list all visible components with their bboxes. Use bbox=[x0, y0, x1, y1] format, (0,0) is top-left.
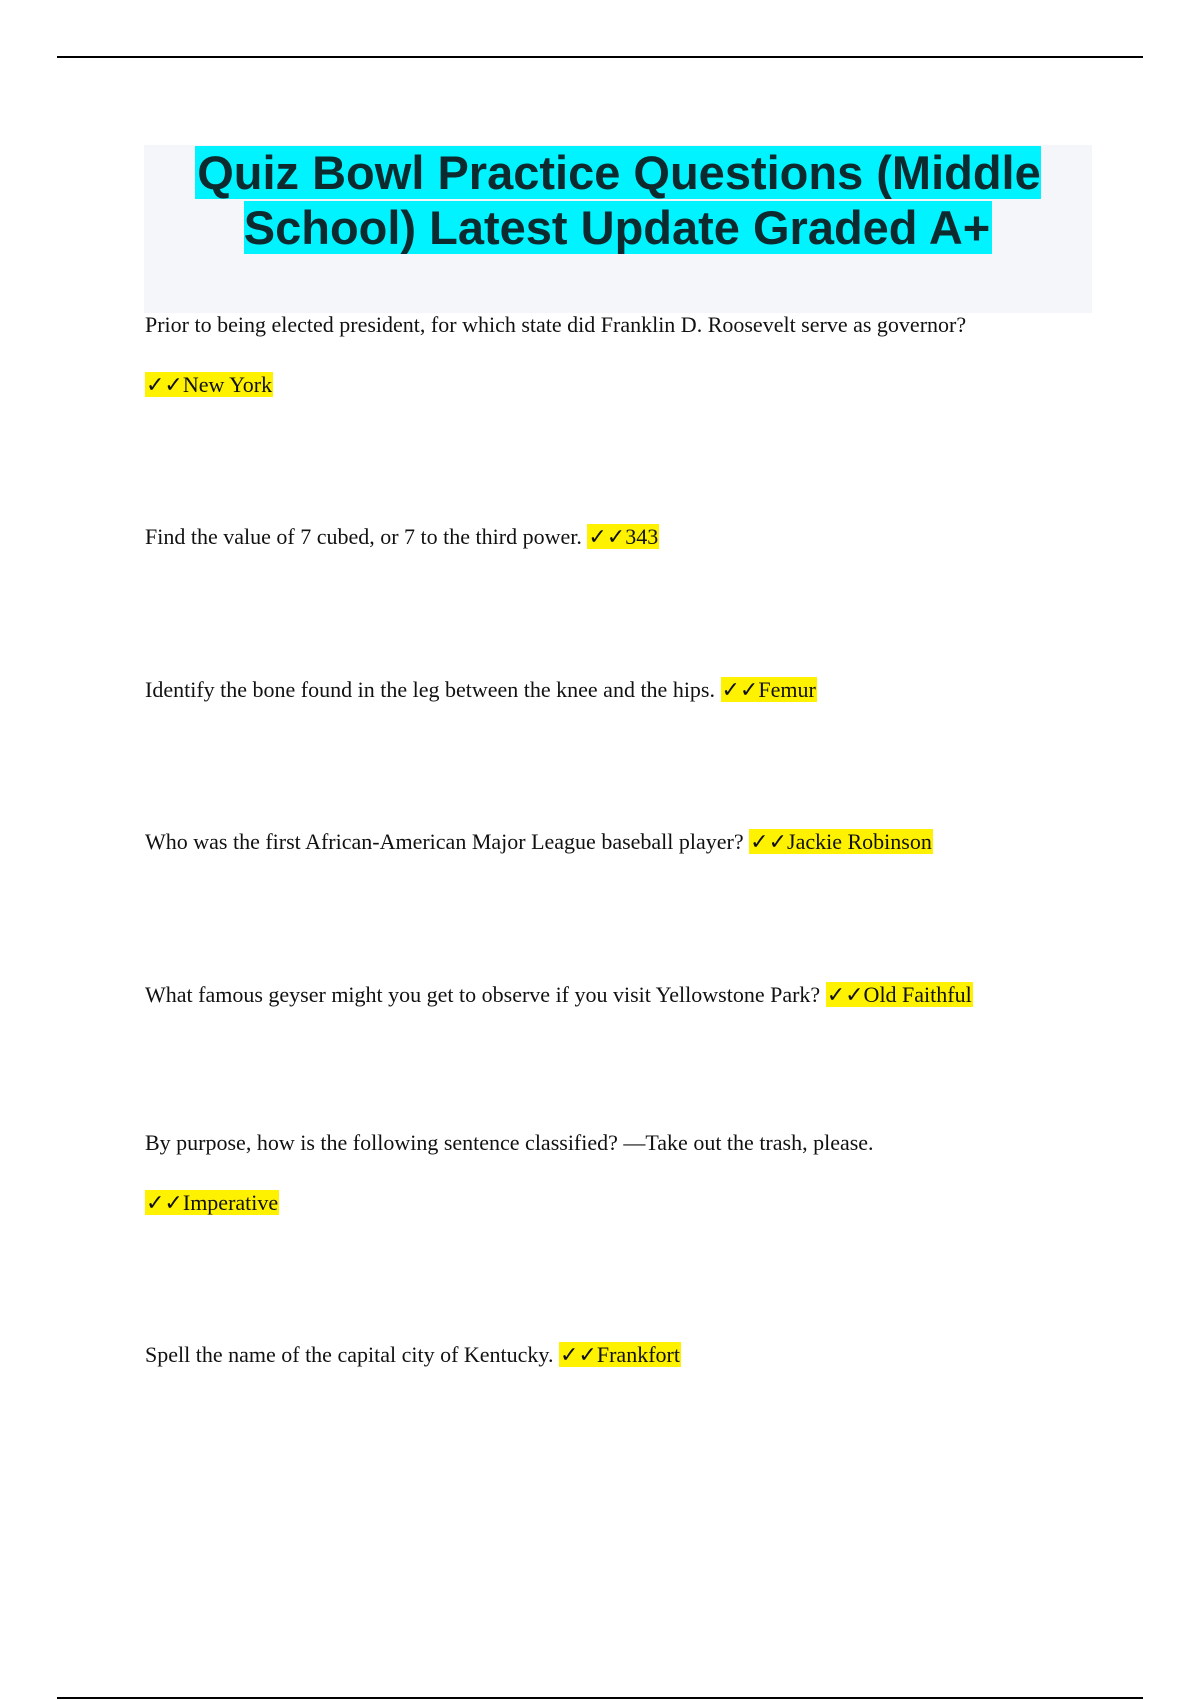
question-text: What famous geyser might you get to observe if you visit Yellowstone Park? bbox=[145, 982, 821, 1007]
question-item bbox=[145, 310, 1145, 340]
answer-highlight: ✓✓343 bbox=[588, 524, 659, 549]
question-item bbox=[145, 1340, 1145, 1370]
question-item bbox=[145, 980, 1145, 1010]
top-rule bbox=[57, 56, 1143, 58]
question-text: Find the value of 7 cubed, or 7 to the third power. bbox=[145, 524, 582, 549]
question-item bbox=[145, 1128, 1145, 1158]
bottom-rule bbox=[57, 1697, 1143, 1699]
answer-highlight: ✓✓Jackie Robinson bbox=[750, 829, 932, 854]
question-text: Identify the bone found in the leg between the knee and the hips. bbox=[145, 677, 715, 702]
question-text: Who was the first African-American Major League baseball player? bbox=[145, 829, 744, 854]
question-item bbox=[145, 827, 1145, 857]
answer-highlight: ✓✓New York bbox=[146, 372, 273, 397]
answer-highlight: ✓✓Frankfort bbox=[560, 1342, 680, 1367]
question-item bbox=[145, 675, 1145, 705]
document-title bbox=[144, 145, 1092, 255]
title-block bbox=[144, 145, 1092, 313]
answer-line bbox=[145, 370, 1145, 400]
answer-highlight: ✓✓Imperative bbox=[146, 1190, 279, 1215]
question-text: By purpose, how is the following sentence classified? ―Take out the trash, please. bbox=[145, 1130, 874, 1155]
question-text: Prior to being elected president, for which state did Franklin D. Roosevelt serve as governor? bbox=[145, 312, 967, 337]
question-text: Spell the name of the capital city of Kentucky. bbox=[145, 1342, 554, 1367]
answer-highlight: ✓✓Old Faithful bbox=[826, 982, 972, 1007]
title-highlight: Quiz Bowl Practice Questions (Middle School) Latest Update Graded A+ bbox=[197, 146, 1041, 254]
answer-line bbox=[145, 1188, 1145, 1218]
question-item bbox=[145, 522, 1145, 552]
answer-highlight: ✓✓Femur bbox=[721, 677, 816, 702]
